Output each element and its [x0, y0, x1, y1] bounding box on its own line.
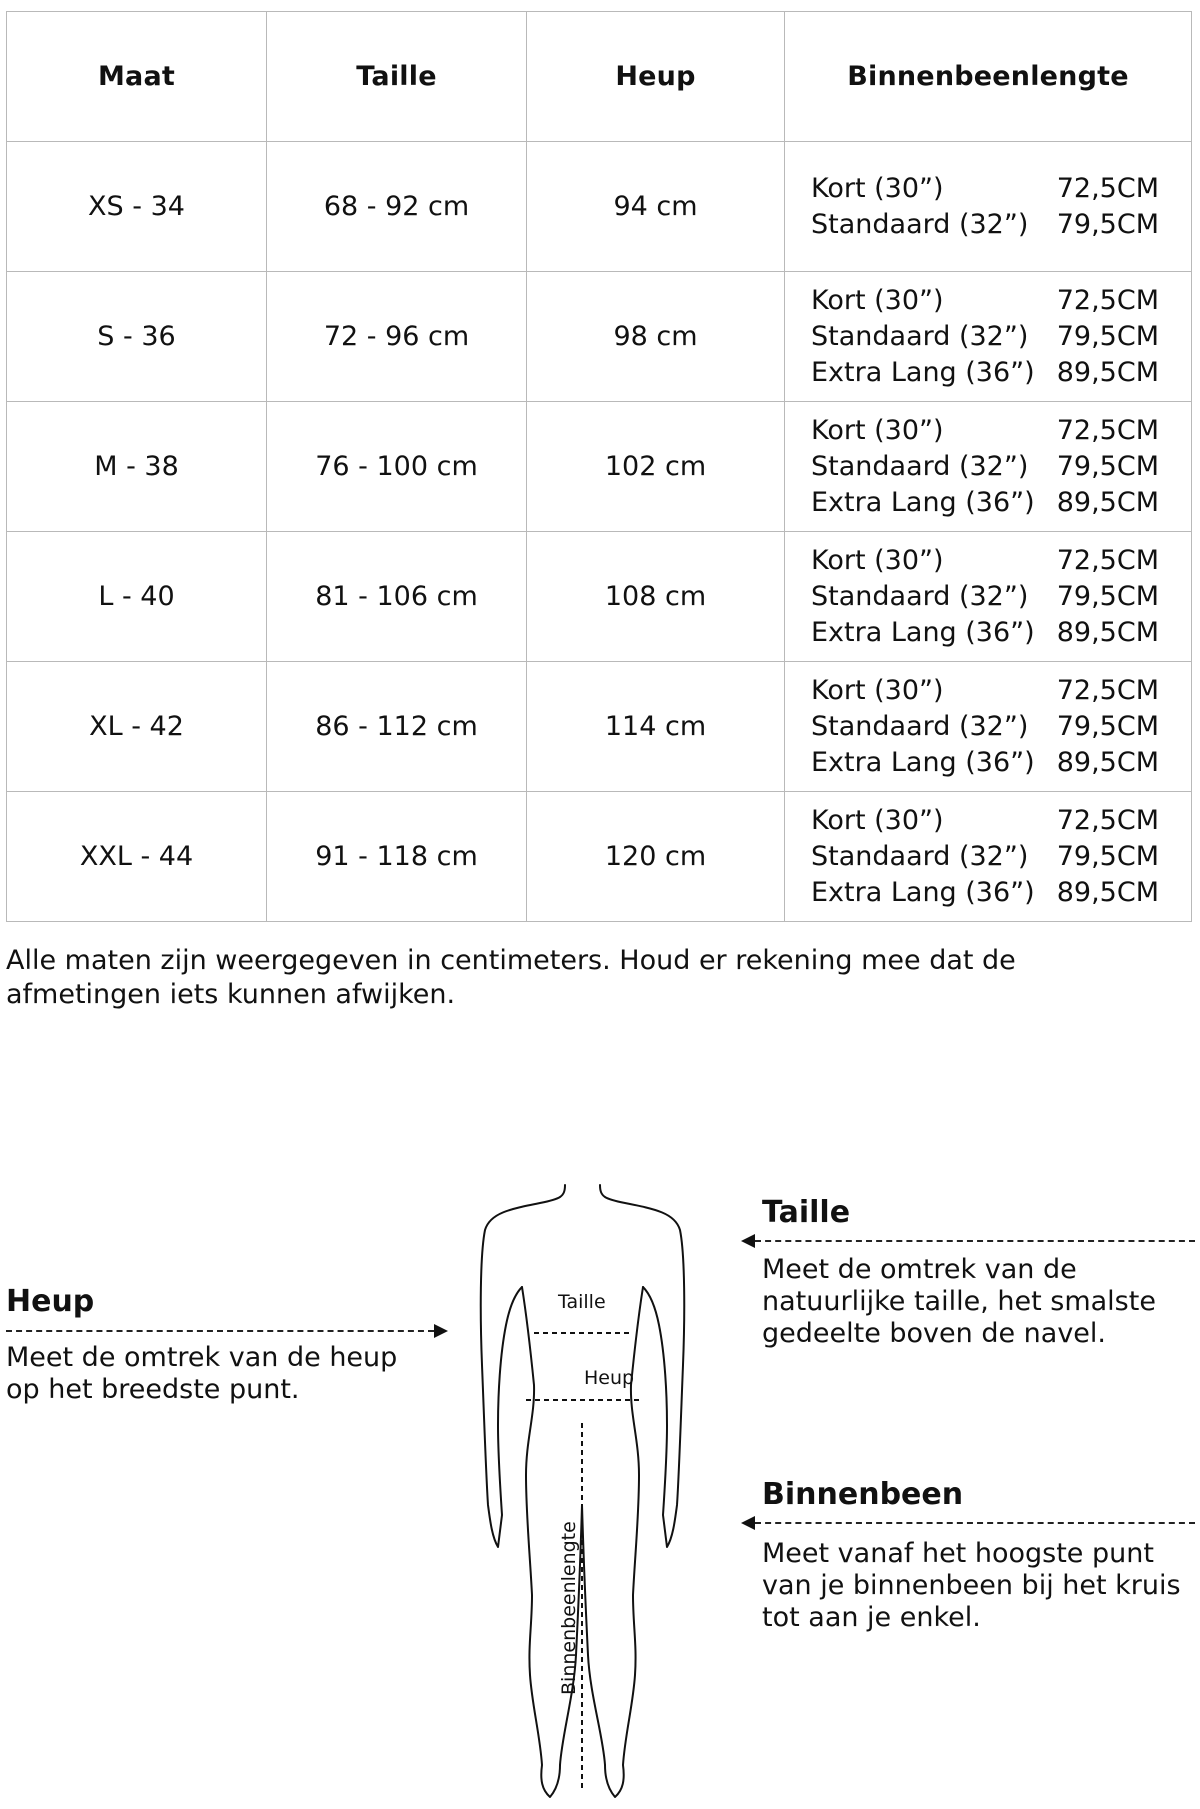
body-outline-icon: [470, 1175, 695, 1805]
inseam-option-label: Standaard (32”): [811, 208, 1029, 240]
inseam-option-label: Extra Lang (36”): [811, 616, 1035, 648]
inseam-cell: [785, 532, 1192, 662]
inseam-option-value: 79,5CM: [1056, 840, 1159, 872]
inseam-option-value: 72,5CM: [1056, 172, 1159, 204]
inseam-option-label: Extra Lang (36”): [811, 876, 1035, 908]
header-inseam: Binnenbeenlengte: [785, 12, 1192, 142]
inseam-option-label: Extra Lang (36”): [811, 486, 1035, 518]
inseam-option-value: 89,5CM: [1056, 356, 1159, 388]
waist-cell: 86 - 112 cm: [267, 662, 527, 792]
inseam-option-value: 79,5CM: [1056, 450, 1159, 482]
hip-guide-desc-block: [6, 1342, 426, 1406]
table-body: [7, 142, 1192, 922]
inseam-guide-title: Binnenbeen: [762, 1477, 964, 1512]
figure-label-inseam: Binnenbeenlengte: [558, 1521, 580, 1695]
hip-guide-desc: Meet de omtrek van de heup op het breedste punt.: [6, 1342, 398, 1405]
inseam-option: [811, 543, 1159, 579]
inseam-guide: [762, 1477, 1182, 1513]
inseam-option-label: Standaard (32”): [811, 840, 1029, 872]
inseam-option-value: 79,5CM: [1056, 580, 1159, 612]
inseam-option-value: 79,5CM: [1056, 208, 1159, 240]
inseam-option: [811, 803, 1159, 839]
waist-cell: 81 - 106 cm: [267, 532, 527, 662]
waist-guide-desc: Meet de omtrek van de natuurlijke taille, het smalste gedeelte boven de navel.: [762, 1254, 1156, 1349]
hip-guide-title: Heup: [6, 1284, 95, 1319]
table-row: [7, 532, 1192, 662]
inseam-arrow: [755, 1522, 1195, 1524]
inseam-option-value: 72,5CM: [1056, 804, 1159, 836]
table-row: [7, 792, 1192, 922]
waist-cell: 68 - 92 cm: [267, 142, 527, 272]
inseam-guide-desc-block: [762, 1538, 1192, 1634]
figure-label-waist: Taille: [558, 1291, 606, 1313]
waist-guide: [762, 1195, 1182, 1231]
hip-arrow: [6, 1330, 434, 1332]
hip-guide: [6, 1284, 426, 1320]
figure-label-hip: Heup: [584, 1367, 635, 1389]
size-cell: XXL - 44: [7, 792, 267, 922]
inseam-option-value: 72,5CM: [1056, 414, 1159, 446]
waist-cell: 76 - 100 cm: [267, 402, 527, 532]
inseam-option: [811, 745, 1159, 781]
inseam-option-value: 72,5CM: [1056, 284, 1159, 316]
inseam-guide-desc: Meet vanaf het hoogste punt van je binnenbeen bij het kruis tot aan je enkel.: [762, 1538, 1181, 1633]
table-header-row: [7, 12, 1192, 142]
waist-cell: 91 - 118 cm: [267, 792, 527, 922]
hip-cell: 94 cm: [527, 142, 785, 272]
inseam-option-label: Kort (30”): [811, 284, 944, 316]
header-hip: Heup: [527, 12, 785, 142]
inseam-option: [811, 171, 1159, 207]
inseam-option: [811, 207, 1159, 243]
table-row: [7, 272, 1192, 402]
header-size: Maat: [7, 12, 267, 142]
measurement-note: Alle maten zijn weergegeven in centimeters. Houd er rekening mee dat de afmetingen iets kunnen afwijken.: [6, 945, 1016, 1010]
inseam-option-value: 72,5CM: [1056, 544, 1159, 576]
table-row: [7, 662, 1192, 792]
waist-arrow: [755, 1240, 1195, 1242]
inseam-option-label: Extra Lang (36”): [811, 746, 1035, 778]
inseam-cell: [785, 142, 1192, 272]
inseam-option-label: Standaard (32”): [811, 450, 1029, 482]
inseam-cell: [785, 272, 1192, 402]
table-row: [7, 402, 1192, 532]
inseam-option-label: Kort (30”): [811, 674, 944, 706]
waist-guide-title: Taille: [762, 1195, 851, 1230]
size-cell: XS - 34: [7, 142, 267, 272]
hip-cell: 102 cm: [527, 402, 785, 532]
inseam-option-label: Extra Lang (36”): [811, 356, 1035, 388]
inseam-option-value: 79,5CM: [1056, 710, 1159, 742]
header-waist: Taille: [267, 12, 527, 142]
inseam-option: [811, 413, 1159, 449]
inseam-option-value: 79,5CM: [1056, 320, 1159, 352]
inseam-option-value: 89,5CM: [1056, 746, 1159, 778]
inseam-option-label: Standaard (32”): [811, 580, 1029, 612]
waist-cell: 72 - 96 cm: [267, 272, 527, 402]
table-row: [7, 142, 1192, 272]
body-figure: [470, 1175, 695, 1805]
size-cell: L - 40: [7, 532, 267, 662]
inseam-option-value: 89,5CM: [1056, 486, 1159, 518]
inseam-cell: [785, 402, 1192, 532]
inseam-option-value: 89,5CM: [1056, 876, 1159, 908]
hip-cell: 120 cm: [527, 792, 785, 922]
inseam-option: [811, 485, 1159, 521]
inseam-option: [811, 839, 1159, 875]
hip-cell: 98 cm: [527, 272, 785, 402]
inseam-option: [811, 355, 1159, 391]
inseam-cell: [785, 662, 1192, 792]
waist-guide-desc-block: [762, 1254, 1182, 1350]
hip-cell: 114 cm: [527, 662, 785, 792]
inseam-option: [811, 709, 1159, 745]
inseam-option-label: Kort (30”): [811, 544, 944, 576]
size-cell: M - 38: [7, 402, 267, 532]
inseam-option: [811, 449, 1159, 485]
inseam-cell: [785, 792, 1192, 922]
inseam-option: [811, 673, 1159, 709]
inseam-option: [811, 579, 1159, 615]
inseam-option-label: Standaard (32”): [811, 320, 1029, 352]
inseam-option-label: Standaard (32”): [811, 710, 1029, 742]
size-table: [6, 11, 1192, 922]
inseam-option-value: 72,5CM: [1056, 674, 1159, 706]
inseam-option: [811, 283, 1159, 319]
inseam-option: [811, 319, 1159, 355]
inseam-option-label: Kort (30”): [811, 804, 944, 836]
inseam-option: [811, 615, 1159, 651]
inseam-option: [811, 875, 1159, 911]
inseam-option-label: Kort (30”): [811, 172, 944, 204]
inseam-option-label: Kort (30”): [811, 414, 944, 446]
size-cell: XL - 42: [7, 662, 267, 792]
inseam-option-value: 89,5CM: [1056, 616, 1159, 648]
size-cell: S - 36: [7, 272, 267, 402]
hip-cell: 108 cm: [527, 532, 785, 662]
